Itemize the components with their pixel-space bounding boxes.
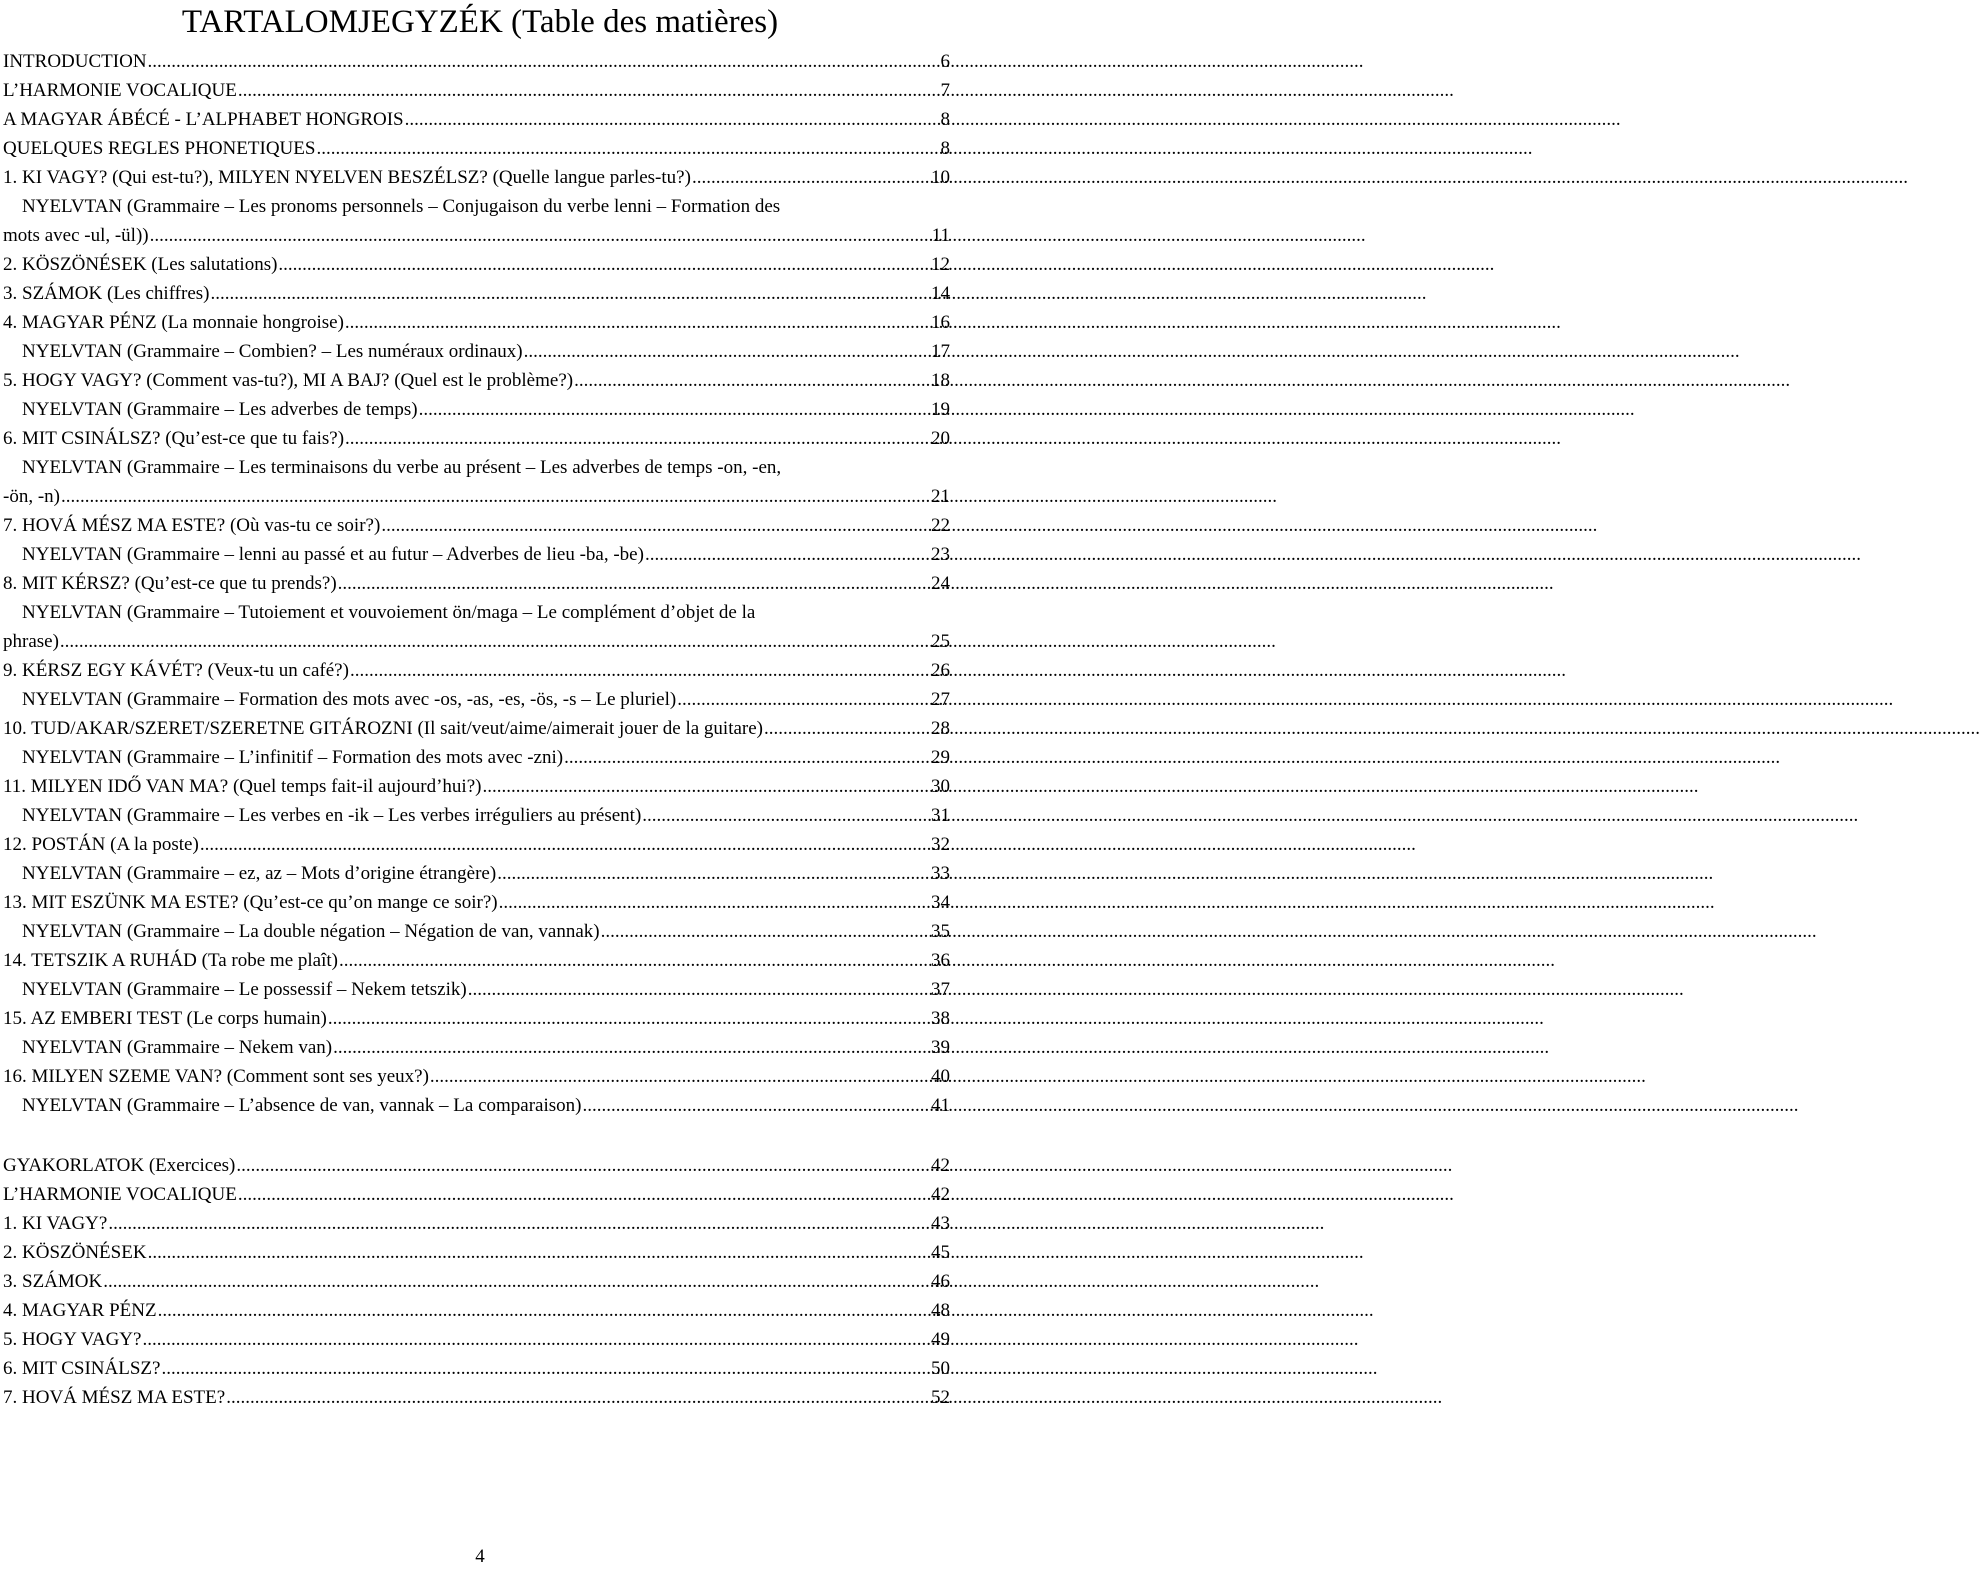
toc-entry-text: NYELVTAN (Grammaire – Les verbes en -ik – Les verbes irréguliers au présent) [22, 805, 642, 826]
dot-leader [160, 1354, 929, 1383]
toc-entry[interactable] [3, 250, 950, 279]
toc-entry-text: NYELVTAN (Grammaire – Formation des mots avec -os, -as, -es, -ös, -s – Le pluriel) [22, 689, 677, 710]
toc-entry-text: NYELVTAN (Grammaire – Combien? – Les numéraux ordinaux) [22, 341, 523, 362]
dot-leader [315, 134, 938, 163]
toc-exercise-entry[interactable] [3, 1180, 950, 1209]
dot-leader [332, 1033, 929, 1062]
toc-entry-page: 22 [931, 515, 950, 536]
toc-entry-text: NYELVTAN (Grammaire – Les adverbes de temps) [22, 399, 418, 420]
toc-entry[interactable] [3, 47, 950, 76]
toc-exercise-entry[interactable] [3, 1325, 950, 1354]
toc-entry-text: L’HARMONIE VOCALIQUE [3, 80, 237, 101]
toc-entry-text: 2. KÖSZÖNÉSEK (Les salutations) [3, 254, 278, 275]
toc-entry[interactable] [3, 888, 950, 917]
toc-entry-page: 28 [931, 718, 950, 739]
toc-entry-text: 7. HOVÁ MÉSZ MA ESTE? (Où vas-tu ce soir?) [3, 515, 381, 536]
toc-entry-text: A MAGYAR ÁBÉCÉ - L’ALPHABET HONGROIS [3, 109, 404, 130]
dot-leader [344, 424, 929, 453]
toc-entry[interactable] [3, 540, 950, 569]
toc-entry-page: 46 [931, 1271, 950, 1292]
toc-entry[interactable] [3, 946, 950, 975]
toc-entry[interactable] [3, 1091, 950, 1120]
toc-entry-page: 6 [940, 51, 950, 72]
toc-entry-text: phrase) [3, 631, 59, 652]
toc-entry-text: NYELVTAN (Grammaire – L’infinitif – Formation des mots avec -zni) [22, 747, 564, 768]
toc-entry-text: INTRODUCTION [3, 51, 147, 72]
dot-leader [102, 1267, 929, 1296]
toc-entry-text: 9. KÉRSZ EGY KÁVÉT? (Veux-tu un café?) [3, 660, 349, 681]
toc-entry-text: 13. MIT ESZÜNK MA ESTE? (Qu’est-ce qu’on mange ce soir?) [3, 892, 498, 913]
toc-entry-text: NYELVTAN (Grammaire – La double négation – Négation de van, vannak) [22, 921, 600, 942]
toc-entry[interactable] [3, 1004, 950, 1033]
toc-entry[interactable] [3, 714, 950, 743]
toc-entry-page: 35 [931, 921, 950, 942]
toc-entry-page: 31 [931, 805, 950, 826]
dot-leader [344, 308, 929, 337]
toc-entry-page: 8 [940, 138, 950, 159]
toc-entry-text-line1: NYELVTAN (Grammaire – Tutoiement et vouvoiement ön/maga – Le complément d’objet de la [22, 602, 756, 623]
toc-entry[interactable] [3, 1062, 950, 1091]
toc-entry-page: 33 [931, 863, 950, 884]
dot-leader [327, 1004, 929, 1033]
dot-leader [235, 1151, 929, 1180]
toc-entry-text-line1: NYELVTAN (Grammaire – Les terminaisons du verbe au présent – Les adverbes de temps -on, -en, [22, 457, 782, 478]
toc-entry[interactable] [3, 685, 950, 714]
toc-entry-page: 30 [931, 776, 950, 797]
toc-entry[interactable] [3, 656, 950, 685]
toc-entry[interactable] [3, 105, 950, 134]
toc-entry-page: 11 [931, 225, 950, 246]
toc-entry-text: NYELVTAN (Grammaire – Le possessif – Nekem tetszik) [22, 979, 467, 1000]
toc-entry-text: 1. KI VAGY? (Qui est-tu?), MILYEN NYELVEN BESZÉLSZ? (Quelle langue parles-tu?) [3, 167, 691, 188]
toc-entry-page: 40 [931, 1066, 950, 1087]
toc-entry-page: 17 [931, 341, 950, 362]
toc-entry-page: 48 [931, 1300, 950, 1321]
toc-exercise-entry[interactable] [3, 1267, 950, 1296]
toc-entry[interactable] [3, 743, 950, 772]
table-of-contents [3, 47, 950, 1412]
dot-leader [404, 105, 939, 134]
toc-exercise-entry[interactable] [3, 1296, 950, 1325]
toc-entry-page: 38 [931, 1008, 950, 1029]
toc-entry-text: 4. MAGYAR PÉNZ (La monnaie hongroise) [3, 312, 344, 333]
toc-entry[interactable] [3, 975, 950, 1004]
toc-entry-page: 25 [931, 631, 950, 652]
toc-entry-page: 45 [931, 1242, 950, 1263]
dot-leader [498, 888, 929, 917]
toc-entry-page: 50 [931, 1358, 950, 1379]
toc-entry-page: 7 [940, 80, 950, 101]
toc-entry-page: 42 [931, 1155, 950, 1176]
toc-entry-text: mots avec -ul, -ül)) [3, 225, 149, 246]
toc-entry-text: 1. KI VAGY? [3, 1213, 108, 1234]
toc-entry-wrapped-line[interactable] [3, 598, 950, 627]
toc-exercise-entry[interactable] [3, 1151, 950, 1180]
toc-entry-text: 3. SZÁMOK [3, 1271, 103, 1292]
dot-leader [210, 279, 930, 308]
toc-entry-text: 8. MIT KÉRSZ? (Qu’est-ce que tu prends?) [3, 573, 337, 594]
page-number: 4 [475, 1546, 485, 1567]
dot-leader [141, 1325, 929, 1354]
dot-leader [237, 76, 939, 105]
toc-entry-text: 15. AZ EMBERI TEST (Le corps humain) [3, 1008, 327, 1029]
toc-entry[interactable] [3, 917, 950, 946]
toc-entry-page: 42 [931, 1184, 950, 1205]
toc-entry-page: 18 [931, 370, 950, 391]
toc-entry[interactable] [3, 482, 950, 511]
toc-entry[interactable] [3, 366, 950, 395]
toc-entry-page: 8 [940, 109, 950, 130]
toc-entry-text: 6. MIT CSINÁLSZ? [3, 1358, 161, 1379]
toc-entry[interactable] [3, 395, 950, 424]
dot-leader [147, 1238, 929, 1267]
toc-entry[interactable] [3, 627, 950, 656]
dot-leader [149, 221, 930, 250]
toc-entry-page: 52 [931, 1387, 950, 1408]
toc-exercise-entry[interactable] [3, 1209, 950, 1238]
dot-leader [563, 743, 929, 772]
toc-entry-text: 6. MIT CSINÁLSZ? (Qu’est-ce que tu fais?) [3, 428, 345, 449]
toc-entry[interactable] [3, 830, 950, 859]
section-spacer [3, 1120, 950, 1151]
toc-entry-page: 21 [931, 486, 950, 507]
toc-entry-text: 10. TUD/AKAR/SZERET/SZERETNE GITÁROZNI (Il sait/veut/aime/aimerait jouer de la guitare) [3, 718, 763, 739]
dot-leader [644, 540, 929, 569]
toc-entry[interactable] [3, 569, 950, 598]
toc-entry[interactable] [3, 308, 950, 337]
toc-entry[interactable] [3, 134, 950, 163]
toc-entry[interactable] [3, 279, 950, 308]
toc-entry-page: 27 [931, 689, 950, 710]
toc-entry-page: 23 [931, 544, 950, 565]
toc-entry-text: GYAKORLATOK (Exercices) [3, 1155, 236, 1176]
toc-entry-page: 37 [931, 979, 950, 1000]
toc-entry[interactable] [3, 801, 950, 830]
dot-leader [429, 1062, 929, 1091]
toc-entry-page: 43 [931, 1213, 950, 1234]
toc-entry-text: 7. HOVÁ MÉSZ MA ESTE? [3, 1387, 226, 1408]
dot-leader [225, 1383, 929, 1412]
dot-leader [763, 714, 929, 743]
dot-leader [147, 47, 939, 76]
toc-entry-page: 26 [931, 660, 950, 681]
toc-entry-text: NYELVTAN (Grammaire – ez, az – Mots d’origine étrangère) [22, 863, 497, 884]
dot-leader [641, 801, 929, 830]
toc-entry-text: 5. HOGY VAGY? (Comment vas-tu?), MI A BAJ? (Quel est le problème?) [3, 370, 574, 391]
toc-entry-text: NYELVTAN (Grammaire – L’absence de van, vannak – La comparaison) [22, 1095, 582, 1116]
dot-leader [573, 366, 929, 395]
toc-entry-wrapped-line[interactable] [3, 192, 950, 221]
toc-entry-text: 3. SZÁMOK (Les chiffres) [3, 283, 210, 304]
toc-entry-text: 14. TETSZIK A RUHÁD (Ta robe me plaît) [3, 950, 338, 971]
dot-leader [107, 1209, 929, 1238]
dot-leader [199, 830, 929, 859]
dot-leader [481, 772, 929, 801]
toc-entry-text: 5. HOGY VAGY? [3, 1329, 142, 1350]
dot-leader [237, 1180, 929, 1209]
toc-entry-page: 24 [931, 573, 950, 594]
toc-entry[interactable] [3, 772, 950, 801]
dot-leader [691, 163, 929, 192]
toc-entry-page: 16 [931, 312, 950, 333]
toc-entry-page: 32 [931, 834, 950, 855]
toc-entry-text: 2. KÖSZÖNÉSEK [3, 1242, 147, 1263]
toc-entry-page: 14 [931, 283, 950, 304]
toc-entry-page: 34 [931, 892, 950, 913]
toc-entry-text-line1: NYELVTAN (Grammaire – Les pronoms personnels – Conjugaison du verbe lenni – Formation des [22, 196, 781, 217]
toc-entry[interactable] [3, 221, 950, 250]
dot-leader [523, 337, 929, 366]
dot-leader [277, 250, 929, 279]
dot-leader [60, 482, 929, 511]
toc-entry[interactable] [3, 163, 950, 192]
toc-entry-page: 12 [931, 254, 950, 275]
toc-entry-text: QUELQUES REGLES PHONETIQUES [3, 138, 316, 159]
dot-leader [157, 1296, 929, 1325]
dot-leader [582, 1091, 930, 1120]
dot-leader [337, 569, 929, 598]
toc-entry-text: 12. POSTÁN (A la poste) [3, 834, 199, 855]
toc-entry-text: NYELVTAN (Grammaire – lenni au passé et au futur – Adverbes de lieu -ba, -be) [22, 544, 644, 565]
toc-entry[interactable] [3, 337, 950, 366]
toc-entry-page: 36 [931, 950, 950, 971]
page-title: TARTALOMJEGYZÉK (Table des matières) [181, 4, 779, 40]
dot-leader [496, 859, 929, 888]
toc-entry[interactable] [3, 76, 950, 105]
dot-leader [418, 395, 929, 424]
dot-leader [380, 511, 929, 540]
toc-entry[interactable] [3, 859, 950, 888]
toc-entry[interactable] [3, 424, 950, 453]
toc-entry-text: 4. MAGYAR PÉNZ [3, 1300, 157, 1321]
dot-leader [338, 946, 929, 975]
dot-leader [59, 627, 929, 656]
toc-entry-text: -ön, -n) [3, 486, 60, 507]
toc-entry-page: 39 [931, 1037, 950, 1058]
toc-exercise-entry[interactable] [3, 1354, 950, 1383]
toc-entry-page: 41 [931, 1095, 950, 1116]
dot-leader [349, 656, 929, 685]
toc-entry-text: 11. MILYEN IDŐ VAN MA? (Quel temps fait-il aujourd’hui?) [3, 776, 482, 797]
toc-entry-text: L’HARMONIE VOCALIQUE [3, 1184, 237, 1205]
toc-entry-wrapped-line[interactable] [3, 453, 950, 482]
toc-entry-page: 29 [931, 747, 950, 768]
toc-entry-page: 20 [931, 428, 950, 449]
dot-leader [676, 685, 929, 714]
toc-entry-page: 49 [931, 1329, 950, 1350]
toc-entry-page: 19 [931, 399, 950, 420]
dot-leader [467, 975, 929, 1004]
toc-entry[interactable] [3, 1033, 950, 1062]
toc-exercise-entry[interactable] [3, 1383, 950, 1412]
toc-entry-text: NYELVTAN (Grammaire – Nekem van) [22, 1037, 333, 1058]
dot-leader [600, 917, 929, 946]
toc-entry[interactable] [3, 511, 950, 540]
toc-exercise-entry[interactable] [3, 1238, 950, 1267]
toc-entry-page: 10 [931, 167, 950, 188]
toc-entry-text: 16. MILYEN SZEME VAN? (Comment sont ses yeux?) [3, 1066, 429, 1087]
